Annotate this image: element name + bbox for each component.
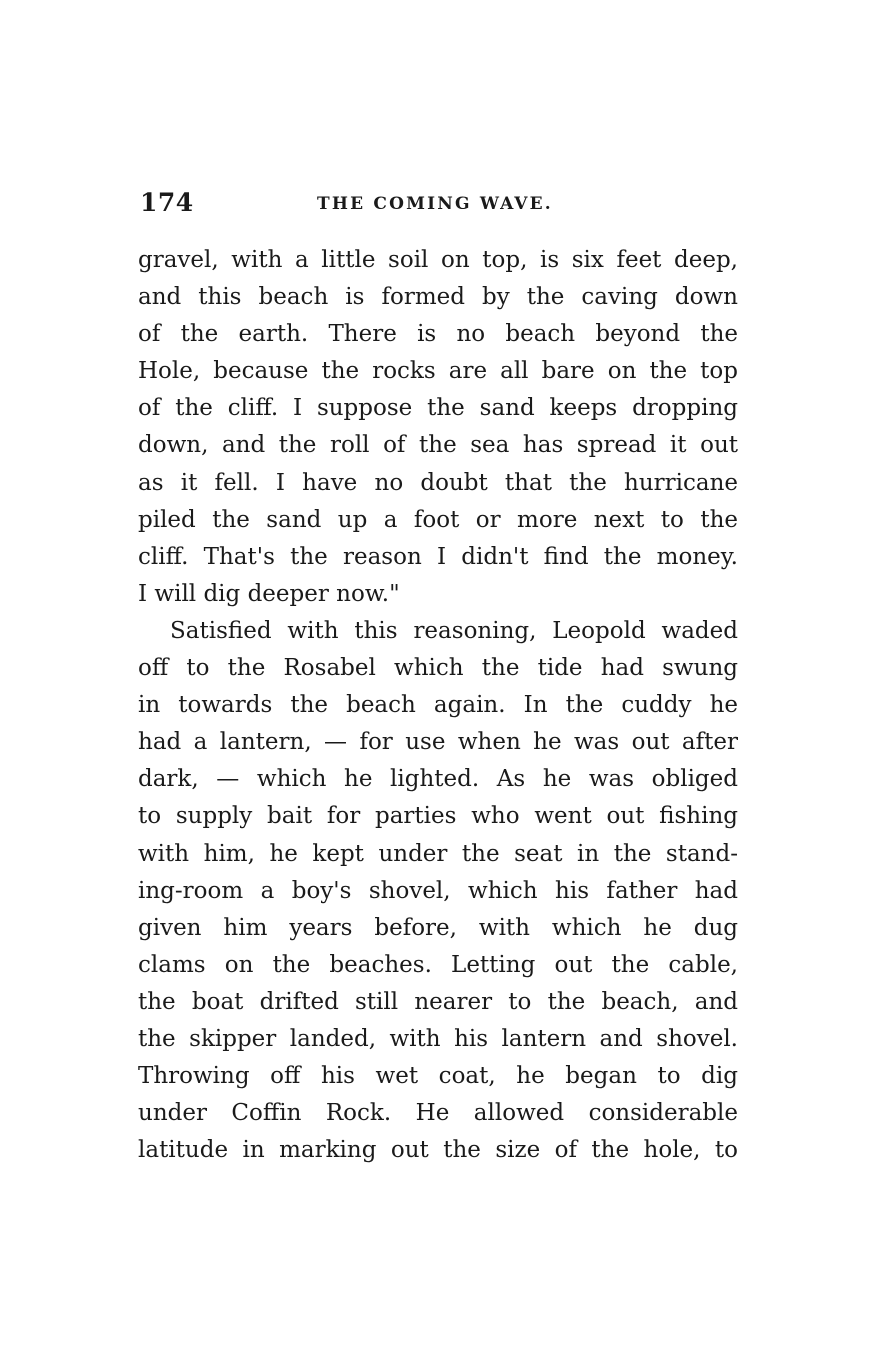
text-line: down, and the roll of the sea has spread it out bbox=[138, 432, 738, 459]
text-line: had a lantern, — for use when he was out after bbox=[138, 729, 738, 756]
body-text bbox=[138, 242, 738, 1169]
text-line: under Coffin Rock. He allowed considerable bbox=[138, 1100, 738, 1127]
text-line: the boat drifted still nearer to the beach, and bbox=[138, 988, 738, 1015]
text-line: and this beach is formed by the caving down bbox=[138, 284, 738, 311]
text-line: Hole, because the rocks are all bare on the top bbox=[138, 358, 738, 385]
text-line: in towards the beach again. In the cuddy he bbox=[138, 692, 738, 719]
text-line: cliff. That's the reason I didn't find the money. bbox=[138, 543, 738, 570]
text-line: of the cliff. I suppose the sand keeps dropping bbox=[138, 395, 738, 422]
text-line: of the earth. There is no beach beyond the bbox=[138, 321, 738, 348]
running-head bbox=[138, 186, 738, 220]
text-line: to supply bait for parties who went out fishing bbox=[138, 803, 738, 830]
text-line: the skipper landed, with his lantern and shovel. bbox=[138, 1025, 738, 1052]
text-line: piled the sand up a foot or more next to the bbox=[138, 506, 738, 533]
text-line: ing-room a boy's shovel, which his father had bbox=[138, 877, 738, 904]
text-line: latitude in marking out the size of the hole, to bbox=[138, 1137, 738, 1164]
text-line: Satisfied with this reasoning, Leopold waded bbox=[170, 617, 738, 644]
text-line: given him years before, with which he dug bbox=[138, 914, 738, 941]
page-number: 174 bbox=[140, 188, 194, 217]
text-line: as it fell. I have no doubt that the hurricane bbox=[138, 469, 738, 496]
text-line: gravel, with a little soil on top, is six feet deep, bbox=[138, 247, 738, 273]
running-title: THE COMING WAVE. bbox=[317, 194, 553, 214]
text-line: Throwing off his wet coat, he began to dig bbox=[138, 1063, 738, 1090]
text-line: clams on the beaches. Letting out the cable, bbox=[138, 951, 738, 978]
text-line: with him, he kept under the seat in the stand- bbox=[138, 840, 738, 867]
text-line: dark, — which he lighted. As he was obliged bbox=[138, 766, 738, 793]
text-line: I will dig deeper now." bbox=[138, 580, 400, 607]
text-line: off to the Rosabel which the tide had swung bbox=[138, 655, 738, 682]
